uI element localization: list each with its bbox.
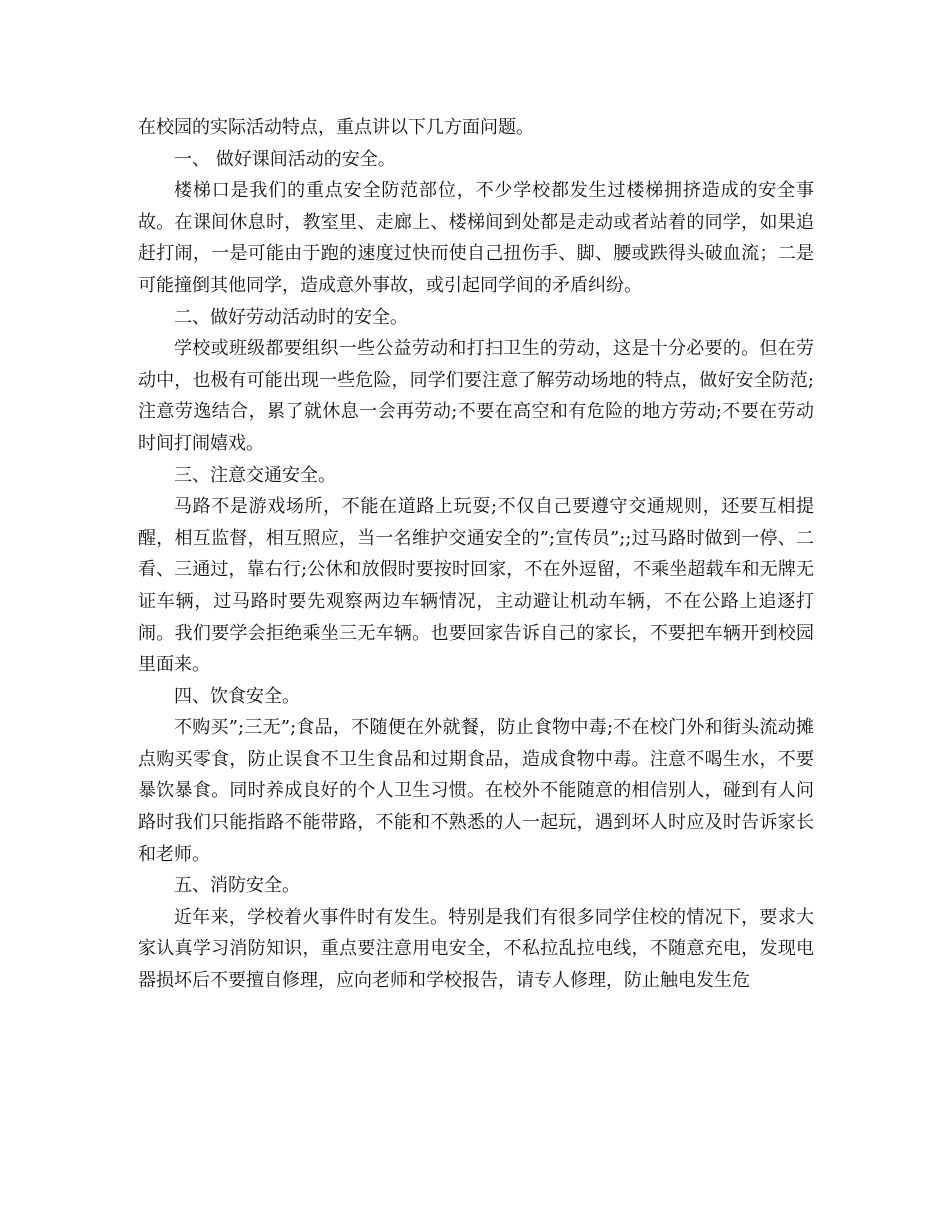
paragraph-section-4: 不购买”;三无”;食品，不随便在外就餐，防止食物中毒;不在校门外和街头流动摊点购买零食，防止误食不卫生食品和过期食品，造成食物中毒。注意不喝生水，不要暴饮暴食。同时养成良好的个人卫生习惯。在校外不能随意的相信别人，碰到有人问路时我们只能指路不能带路，不能和不熟悉的人一起玩，遇到坏人时应及时告诉家长和老师。 <box>138 717 814 865</box>
paragraph-section-3: 马路不是游戏场所，不能在道路上玩耍;不仅自己要遵守交通规则，还要互相提醒，相互监督，相互照应，当一名维护交通安全的”;宣传员”;;过马路时做到一停、二看、三通过，靠右行;公休和放假时要按时回家，不在外逗留，不乘坐超载车和无牌无证车辆，过马路时要先观察两边车辆情况，主动避让机动车辆，不在公路上追逐打闹。我们要学会拒绝乘坐三无车辆。也要回家告诉自己的家长，不要把车辆开到校园里面来。 <box>138 496 814 676</box>
paragraph-section-2: 学校或班级都要组织一些公益劳动和打扫卫生的劳动，这是十分必要的。但在劳动中，也极有可能出现一些危险，同学们要注意了解劳动场地的特点，做好安全防范;注意劳逸结合，累了就休息一会再劳动;不要在高空和有危险的地方劳动;不要在劳动时间打闹嬉戏。 <box>138 338 814 454</box>
document-page <box>138 112 814 997</box>
heading-section-3: 三、注意交通安全。 <box>174 464 336 486</box>
heading-section-2: 二、做好劳动活动时的安全。 <box>174 306 408 328</box>
heading-section-1: 一、 做好课间活动的安全。 <box>174 148 396 170</box>
paragraph-section-5: 近年来，学校着火事件时有发生。特别是我们有很多同学住校的情况下，要求大家认真学习消防知识，重点要注意用电安全，不私拉乱拉电线，不随意充电，发现电器损坏后不要擅自修理，应向老师和学校报告，请专人修理，防止触电发生危 <box>138 906 814 992</box>
heading-section-5: 五、消防安全。 <box>174 875 300 897</box>
paragraph-intro: 在校园的实际活动特点，重点讲以下几方面问题。 <box>138 117 534 138</box>
paragraph-section-1: 楼梯口是我们的重点安全防范部位，不少学校都发生过楼梯拥挤造成的安全事故。在课间休息时，教室里、走廊上、楼梯间到处都是走动或者站着的同学，如果追赶打闹，一是可能由于跑的速度过快而使自己扭伤手、脚、腰或跌得头破血流；二是可能撞倒其他同学，造成意外事故，或引起同学间的矛盾纠纷。 <box>138 180 814 296</box>
heading-section-4: 四、饮食安全。 <box>174 685 300 707</box>
